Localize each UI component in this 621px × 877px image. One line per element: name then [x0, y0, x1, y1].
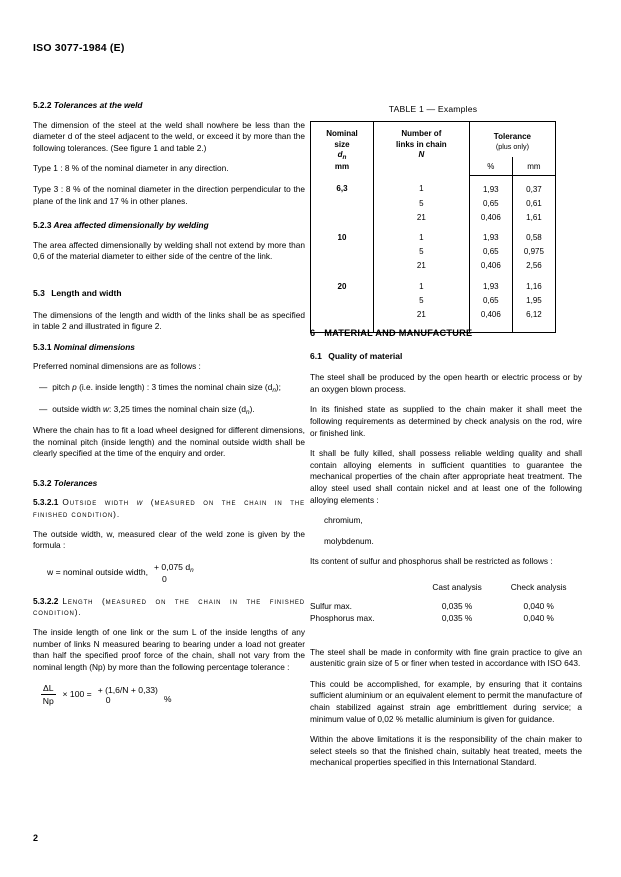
formula-length-bounds: [98, 685, 158, 705]
subscript-n: n: [272, 386, 276, 394]
list-item-width-end: ).: [249, 403, 255, 414]
subscript-n: n: [190, 566, 194, 574]
table1: [310, 121, 556, 333]
paragraph-5-2-2-1: The dimension of the steel at the weld shall nowhere be less than the diameter d of the steel adjacent to the weld, or exceed it by more than the following tolerances. (See figure 1 and table 2.): [33, 119, 305, 153]
table1-header-links: [373, 122, 469, 176]
table-row: [311, 307, 556, 332]
cell-tolerance-mm: 1,61: [512, 210, 555, 224]
list-item-pitch-pre: pitch: [52, 381, 70, 392]
cell-tolerance-percent: 0,65: [469, 245, 512, 259]
analysis-row-check: 0,040 %: [523, 600, 554, 611]
formula-length-lower: 0: [105, 694, 111, 705]
heading-5-3-2-2-number: 5.3.2.2: [33, 595, 59, 606]
formula-multiplier-equals: × 100 =: [62, 689, 92, 700]
analysis-table-head: [310, 582, 582, 601]
table1-header-unit-percent: %: [469, 157, 512, 175]
table1-header-tolerance: [469, 122, 555, 157]
analysis-row-cast: 0,035 %: [441, 600, 473, 611]
list-item-width-post: : 3,25 times the nominal chain size (d: [109, 403, 247, 414]
cell-nominal-size: 6,3: [336, 184, 348, 194]
formula-fraction: [41, 683, 56, 706]
table-row: [310, 613, 582, 626]
cell-nominal-size: [311, 293, 374, 307]
analysis-header-row: [310, 582, 582, 601]
list-item-pitch-post: (i.e. inside length) : 3 times the nominal chain size (d: [79, 381, 273, 392]
header-line-2: links in chain: [396, 139, 447, 149]
heading-6-1-number: 6.1: [310, 350, 322, 361]
paragraph-type-1: Type 1 : 8 % of the nominal diameter in any direction.: [33, 163, 229, 174]
cell-links: 1: [373, 224, 469, 245]
formula-outside-width: [47, 562, 305, 584]
spacer: [33, 272, 305, 288]
formula-length-tolerance: [41, 683, 305, 706]
tolerance-label: Tolerance: [493, 131, 531, 141]
heading-5-2-3-title: Area affected dimensionally by welding: [53, 220, 209, 231]
list-item-outside-width: [39, 404, 305, 417]
cell-nominal-size: [311, 245, 374, 259]
heading-6-1: [310, 351, 582, 363]
paragraph-inside-length: The inside length of one link or the sum L of the inside lengths of any number of links N measured bearing to bearing under a load not greater than half the specified proof force of the chain, shall not vary from the nominal length (Np) by more than the following percentage tolerance :: [33, 627, 305, 672]
cell-tolerance-percent: 1,93: [469, 224, 512, 245]
heading-5-3-title: Length and width: [51, 287, 122, 298]
analysis-header-blank: [310, 582, 419, 601]
heading-5-3: [33, 288, 305, 300]
formula-fraction-denominator: Np: [42, 696, 54, 707]
cell-links: 21: [373, 210, 469, 224]
heading-5-3-2-number: 5.3.2: [33, 477, 52, 488]
spacer: [33, 469, 305, 478]
paragraph-fine-grain-practice: The steel shall be made in conformity with fine grain practice to give an austenitic grain size of 5 or finer when tested in accordance with ISO 643.: [310, 646, 582, 669]
heading-5-3-2-1-variable: w: [136, 497, 144, 508]
paragraph-6-1-2: In its finished state as supplied to the chain maker it shall meet the following requirements as determined by check analysis on the rod, wire or finished link.: [310, 404, 582, 438]
cell-nominal-size: [311, 196, 374, 210]
cell-tolerance-percent: 0,65: [469, 196, 512, 210]
cell-links: 21: [373, 307, 469, 332]
dash-marker: —: [39, 403, 48, 414]
cell-links: 21: [373, 259, 469, 273]
table-row: [311, 273, 556, 294]
paragraph-preferred-dimensions: Preferred nominal dimensions are as follows :: [33, 361, 201, 372]
paragraph-aluminium-content: This could be accomplished, for example, by ensuring that it contains sufficient aluminium or an equivalent element to permit the manufacture of chain stabilized against strain age embrittlement during service; a minimum value of 0,02 % metallic aluminium is given for guidance.: [310, 678, 582, 724]
heading-5-2-3-number: 5.2.3: [33, 220, 52, 231]
alloying-element-chromium: chromium,: [324, 515, 363, 526]
cell-tolerance-percent: 0,406: [469, 210, 512, 224]
formula-outside-width-tolerance: [154, 562, 194, 584]
table-row: [311, 196, 556, 210]
heading-5-3-1-title: Nominal dimensions: [53, 341, 135, 352]
analysis-row-label: Phosphorus max.: [310, 613, 375, 624]
header-line-1: Number of: [401, 129, 442, 138]
variable-w: w: [103, 403, 110, 414]
cell-tolerance-percent: 1,93: [469, 273, 512, 294]
table-row: [311, 210, 556, 224]
table1-header-row-main: [311, 122, 556, 157]
cell-tolerance-mm: 6,12: [512, 307, 555, 332]
cell-tolerance-mm: 0,975: [512, 245, 555, 259]
cell-links: 5: [373, 245, 469, 259]
table-row: [311, 245, 556, 259]
variable-p: p: [72, 381, 77, 392]
paragraph-6-1-3: It shall be fully killed, shall possess reliable welding quality and shall contain alloying elements in sufficient quantities to guarantee the mechanical properties of the chain after appropriate heat treatment. The alloy steel used shall contain nickel and at least one of the following alloying elements :: [310, 448, 582, 505]
heading-5-2-2-title: Tolerances at the weld: [53, 100, 143, 110]
table1-body: [311, 175, 556, 332]
paragraph-6-1-1: The steel shall be produced by the open hearth or electric process or by an oxygen blown process.: [310, 372, 582, 394]
formula-lower-bound: 0: [162, 573, 167, 584]
table1-header-nominal-size: [311, 122, 374, 176]
document-standard-reference: ISO 3077-1984 (E): [33, 42, 125, 54]
analysis-header-check: Check analysis: [510, 581, 567, 592]
heading-5-3-1: [33, 342, 305, 354]
heading-5-3-2: [33, 478, 305, 490]
paragraph-5-2-3-1: The area affected dimensionally by welding shall not extend by more than 0,6 of the material diameter to either side of the centre of the link.: [33, 239, 305, 262]
formula-upper-text: + 0,075 d: [154, 561, 191, 572]
analysis-table-body: [310, 601, 582, 626]
paragraph-chain-maker-responsibility: Within the above limitations it is the responsibility of the chain maker to select steels so that the finished chain, suitably heat treated, meets the mechanical properties specified in this International Standard.: [310, 734, 582, 768]
cell-tolerance-mm: 0,58: [512, 224, 555, 245]
table1-caption: TABLE 1 — Examples: [388, 104, 478, 114]
formula-upper-bound: [154, 562, 194, 574]
header-symbol-subscript: n: [342, 154, 347, 161]
analysis-row-cast: 0,035 %: [441, 613, 473, 624]
cell-nominal-size: [311, 210, 374, 224]
cell-nominal-size: [311, 307, 374, 332]
cell-links: 5: [373, 293, 469, 307]
table-row: [311, 224, 556, 245]
header-line-1: Nominal: [326, 129, 358, 138]
cell-tolerance-mm: 1,95: [512, 293, 555, 307]
analysis-header-cast: Cast analysis: [432, 581, 482, 592]
header-line-2: size: [334, 139, 350, 149]
table-row: [310, 601, 582, 614]
spacer: [310, 638, 582, 647]
cell-tolerance-mm: 0,37: [512, 175, 555, 196]
analysis-row-label: Sulfur max.: [310, 600, 352, 611]
list-item-width-pre: outside width: [52, 403, 101, 414]
heading-6-1-title: Quality of material: [328, 350, 403, 361]
heading-6-title: MATERIAL AND MANUFACTURE: [324, 328, 473, 338]
heading-5-3-2-1-text-a: Outside width: [62, 497, 129, 508]
cell-tolerance-percent: 0,406: [469, 259, 512, 273]
cell-tolerance-percent: 0,406: [469, 307, 512, 332]
heading-5-3-2-2-text: Length (measured on the chain in the finished condition).: [33, 595, 305, 618]
formula-length-upper: + (1,6/N + 0,33): [97, 684, 158, 695]
header-symbol-N: N: [418, 150, 425, 159]
list-item-pitch: [39, 382, 305, 395]
cell-nominal-size: 10: [337, 233, 347, 242]
cell-tolerance-percent: 1,93: [469, 175, 512, 196]
cell-nominal-size: 20: [337, 281, 347, 291]
heading-5-3-2-title: Tolerances: [53, 477, 98, 488]
heading-5-2-2-number: 5.2.2: [33, 100, 52, 110]
header-unit-mm: mm: [334, 161, 350, 171]
tolerance-sublabel: (plus only): [495, 141, 529, 151]
formula-length-unit: %: [163, 693, 172, 704]
paragraph-load-wheel: Where the chain has to fit a load wheel designed for different dimensions, the nominal pitch (inside length) and the nominal outside width shall be clearly specified at the time of the enquiry and order.: [33, 425, 305, 459]
cell-tolerance-mm: 2,56: [512, 259, 555, 273]
cell-nominal-size: [311, 259, 374, 273]
paragraph-5-3-1: The dimensions of the length and width of the links shall be as specified in table 2 and illustrated in figure 2.: [33, 309, 305, 332]
table1-header-unit-mm: mm: [512, 157, 555, 175]
heading-5-3-1-number: 5.3.1: [33, 341, 52, 352]
analysis-table: [310, 582, 582, 626]
heading-5-3-2-1-number: 5.3.2.1: [33, 497, 59, 508]
table-row: [311, 175, 556, 196]
paragraph-outside-width-formula-intro: The outside width, w, measured clear of the weld zone is given by the formula :: [33, 528, 305, 551]
paragraph-sulfur-phosphorus-intro: Its content of sulfur and phosphorus shall be restricted as follows :: [310, 556, 553, 567]
cell-links: 1: [373, 175, 469, 196]
cell-tolerance-percent: 0,65: [469, 293, 512, 307]
analysis-row-check: 0,040 %: [523, 613, 554, 624]
table1-head: [311, 122, 556, 176]
heading-5-3-2-1-text-b: (measured on the chain in the finished condition).: [33, 497, 305, 520]
cell-tolerance-mm: 1,16: [512, 273, 555, 294]
nominal-dimensions-list: [33, 382, 305, 416]
subscript-n: n: [246, 408, 250, 416]
paragraph-type-3: Type 3 : 8 % of the nominal diameter in the direction perpendicular to the plane of the link and 17 % in other planes.: [33, 183, 305, 206]
heading-5-3-2-1: [33, 497, 305, 520]
heading-5-3-number: 5.3: [33, 287, 45, 298]
heading-5-2-3: [33, 220, 305, 232]
list-item-pitch-end: );: [275, 381, 281, 392]
heading-5-3-2-2: [33, 596, 305, 619]
cell-links: 1: [373, 273, 469, 294]
formula-outside-width-lead: w = nominal outside width,: [47, 567, 149, 578]
dash-marker: —: [39, 381, 48, 392]
table1-container: [310, 104, 556, 333]
cell-tolerance-mm: 0,61: [512, 196, 555, 210]
cell-links: 5: [373, 196, 469, 210]
heading-6-number: 6: [310, 328, 316, 338]
header-symbol-d: d: [337, 150, 343, 159]
heading-5-2-2: [33, 100, 305, 112]
table-row: [311, 293, 556, 307]
left-column: [33, 100, 305, 716]
formula-fraction-numerator: ΔL: [43, 683, 54, 694]
page-number: 2: [33, 833, 39, 843]
alloying-element-molybdenum: molybdenum.: [324, 535, 374, 546]
table-row: [311, 259, 556, 273]
